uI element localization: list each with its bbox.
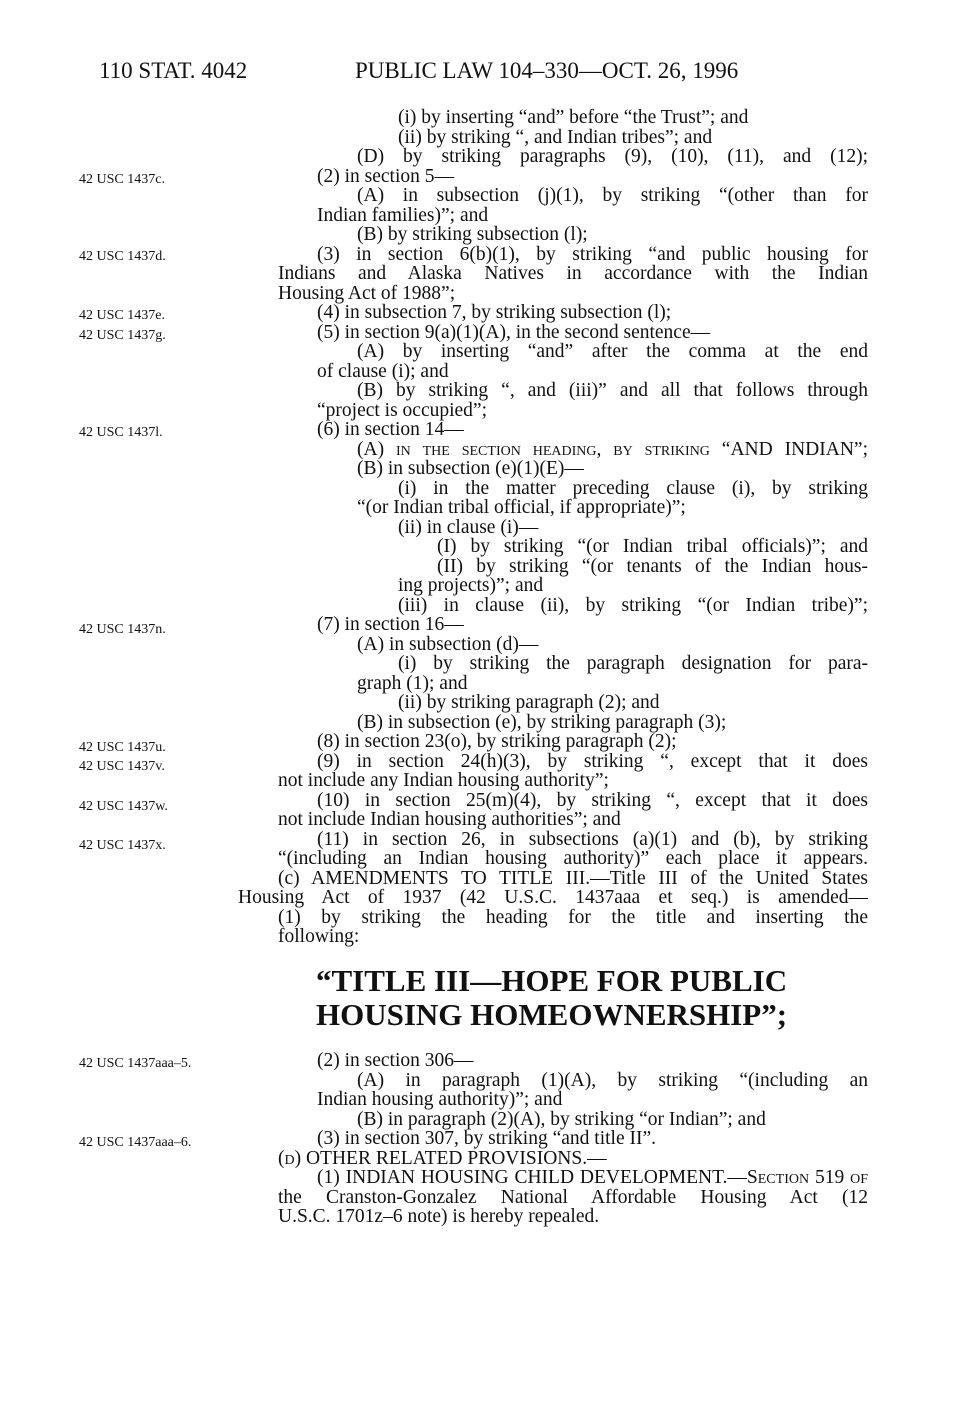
text-line: (10) in section 25(m)(4), by striking “, except that it does: [317, 790, 868, 811]
margin-note: 42 USC 1437v.: [79, 759, 165, 774]
text-line: not include any Indian housing authority”;: [278, 770, 609, 791]
text-line: “(including an Indian housing authority)” each place it appears.: [278, 848, 868, 869]
margin-note: 42 USC 1437l.: [79, 425, 163, 440]
text-line: following:: [278, 926, 360, 947]
text-line: (3) in section 307, by striking “and title II”.: [317, 1128, 657, 1149]
text-line: (A) by inserting “and” after the comma at the end: [357, 341, 868, 362]
text-line: (B) in subsection (e)(1)(E)—: [357, 458, 584, 479]
text-line: the Cranston-Gonzalez National Affordable Housing Act (12: [278, 1187, 868, 1208]
text-line: (I) by striking “(or Indian tribal officials)”; and: [437, 536, 868, 557]
margin-note: 42 USC 1437u.: [79, 740, 166, 755]
margin-note: 42 USC 1437g.: [79, 328, 166, 343]
text-line: (II) by striking “(or tenants of the Indian hous-: [437, 556, 868, 577]
text-line: (c) AMENDMENTS TO TITLE III.—Title III of the United States: [278, 868, 868, 889]
text-line: (iii) in clause (ii), by striking “(or Indian tribe)”;: [398, 595, 868, 616]
text-line: (B) by striking “, and (iii)” and all that follows through: [357, 380, 868, 401]
text-line: (B) by striking subsection (l);: [357, 224, 588, 245]
text-line: (3) in section 6(b)(1), by striking “and public housing for: [317, 244, 868, 265]
text-line: Housing Act of 1937 (42 U.S.C. 1437aaa et seq.) is amended—: [238, 887, 868, 908]
text-line: Indians and Alaska Natives in accordance with the Indian: [278, 263, 868, 284]
text-line: of clause (i); and: [317, 361, 449, 382]
text-line: “project is occupied”;: [317, 400, 488, 421]
text-line: (ii) by striking “, and Indian tribes”; and: [398, 127, 713, 148]
text-line: (1) INDIAN HOUSING CHILD DEVELOPMENT.—Section 519 of: [317, 1167, 868, 1188]
text-line: (B) in subsection (e), by striking paragraph (3);: [357, 712, 727, 733]
text-line: (i) by inserting “and” before “the Trust”; and: [398, 107, 749, 128]
title-heading-line: HOUSING HOMEOWNERSHIP”;: [316, 997, 788, 1032]
text-line: (ii) in clause (i)—: [398, 517, 539, 538]
text-line: (8) in section 23(o), by striking paragraph (2);: [317, 731, 677, 752]
title-heading-line: “TITLE III—HOPE FOR PUBLIC: [316, 963, 788, 998]
text-line: (7) in section 16—: [317, 614, 464, 635]
text-line: (D) by striking paragraphs (9), (10), (11), and (12);: [357, 146, 868, 167]
text-line: (A) in subsection (d)—: [357, 634, 539, 655]
margin-note: 42 USC 1437d.: [79, 249, 166, 264]
text-line: ing projects)”; and: [398, 575, 544, 596]
margin-note: 42 USC 1437aaa–5.: [79, 1056, 192, 1071]
text-line: U.S.C. 1701z–6 note) is hereby repealed.: [278, 1206, 600, 1227]
text-line: Housing Act of 1988”;: [278, 283, 456, 304]
text-line: Indian housing authority)”; and: [317, 1089, 563, 1110]
margin-note: 42 USC 1437w.: [79, 799, 168, 814]
text-line: (d) OTHER RELATED PROVISIONS.—: [278, 1148, 607, 1169]
text-line: (A) in subsection (j)(1), by striking “(other than for: [357, 185, 868, 206]
text-line: not include Indian housing authorities”; and: [278, 809, 621, 830]
text-line: (B) in paragraph (2)(A), by striking “or Indian”; and: [357, 1109, 766, 1130]
text-line: graph (1); and: [357, 673, 468, 694]
text-line: (11) in section 26, in subsections (a)(1) and (b), by striking: [317, 829, 868, 850]
text-line: (2) in section 5—: [317, 166, 455, 187]
text-line: (9) in section 24(h)(3), by striking “, except that it does: [317, 751, 868, 772]
margin-note: 42 USC 1437aaa–6.: [79, 1135, 192, 1150]
margin-note: 42 USC 1437c.: [79, 172, 165, 187]
text-line: “(or Indian tribal official, if appropriate)”;: [357, 497, 686, 518]
text-line: (i) in the matter preceding clause (i), by striking: [398, 478, 868, 499]
margin-note: 42 USC 1437n.: [79, 622, 166, 637]
text-line: (4) in subsection 7, by striking subsection (l);: [317, 302, 672, 323]
margin-note: 42 USC 1437x.: [79, 838, 166, 853]
text-line: Indian families)”; and: [317, 205, 489, 226]
text-line: (A) in paragraph (1)(A), by striking “(including an: [357, 1070, 868, 1091]
text-line: (5) in section 9(a)(1)(A), in the second sentence—: [317, 322, 711, 343]
text-line: (1) by striking the heading for the title and inserting the: [278, 907, 868, 928]
running-head: PUBLIC LAW 104–330—OCT. 26, 1996: [355, 58, 739, 83]
text-line: (ii) by striking paragraph (2); and: [398, 692, 660, 713]
text-line: (6) in section 14—: [317, 419, 464, 440]
page-number: 110 STAT. 4042: [99, 58, 248, 83]
text-line: (2) in section 306—: [317, 1050, 474, 1071]
margin-note: 42 USC 1437e.: [79, 308, 165, 323]
text-line: (A) in the section heading, by striking “AND INDIAN”;: [357, 439, 868, 460]
text-line: (i) by striking the paragraph designation for para-: [398, 653, 868, 674]
